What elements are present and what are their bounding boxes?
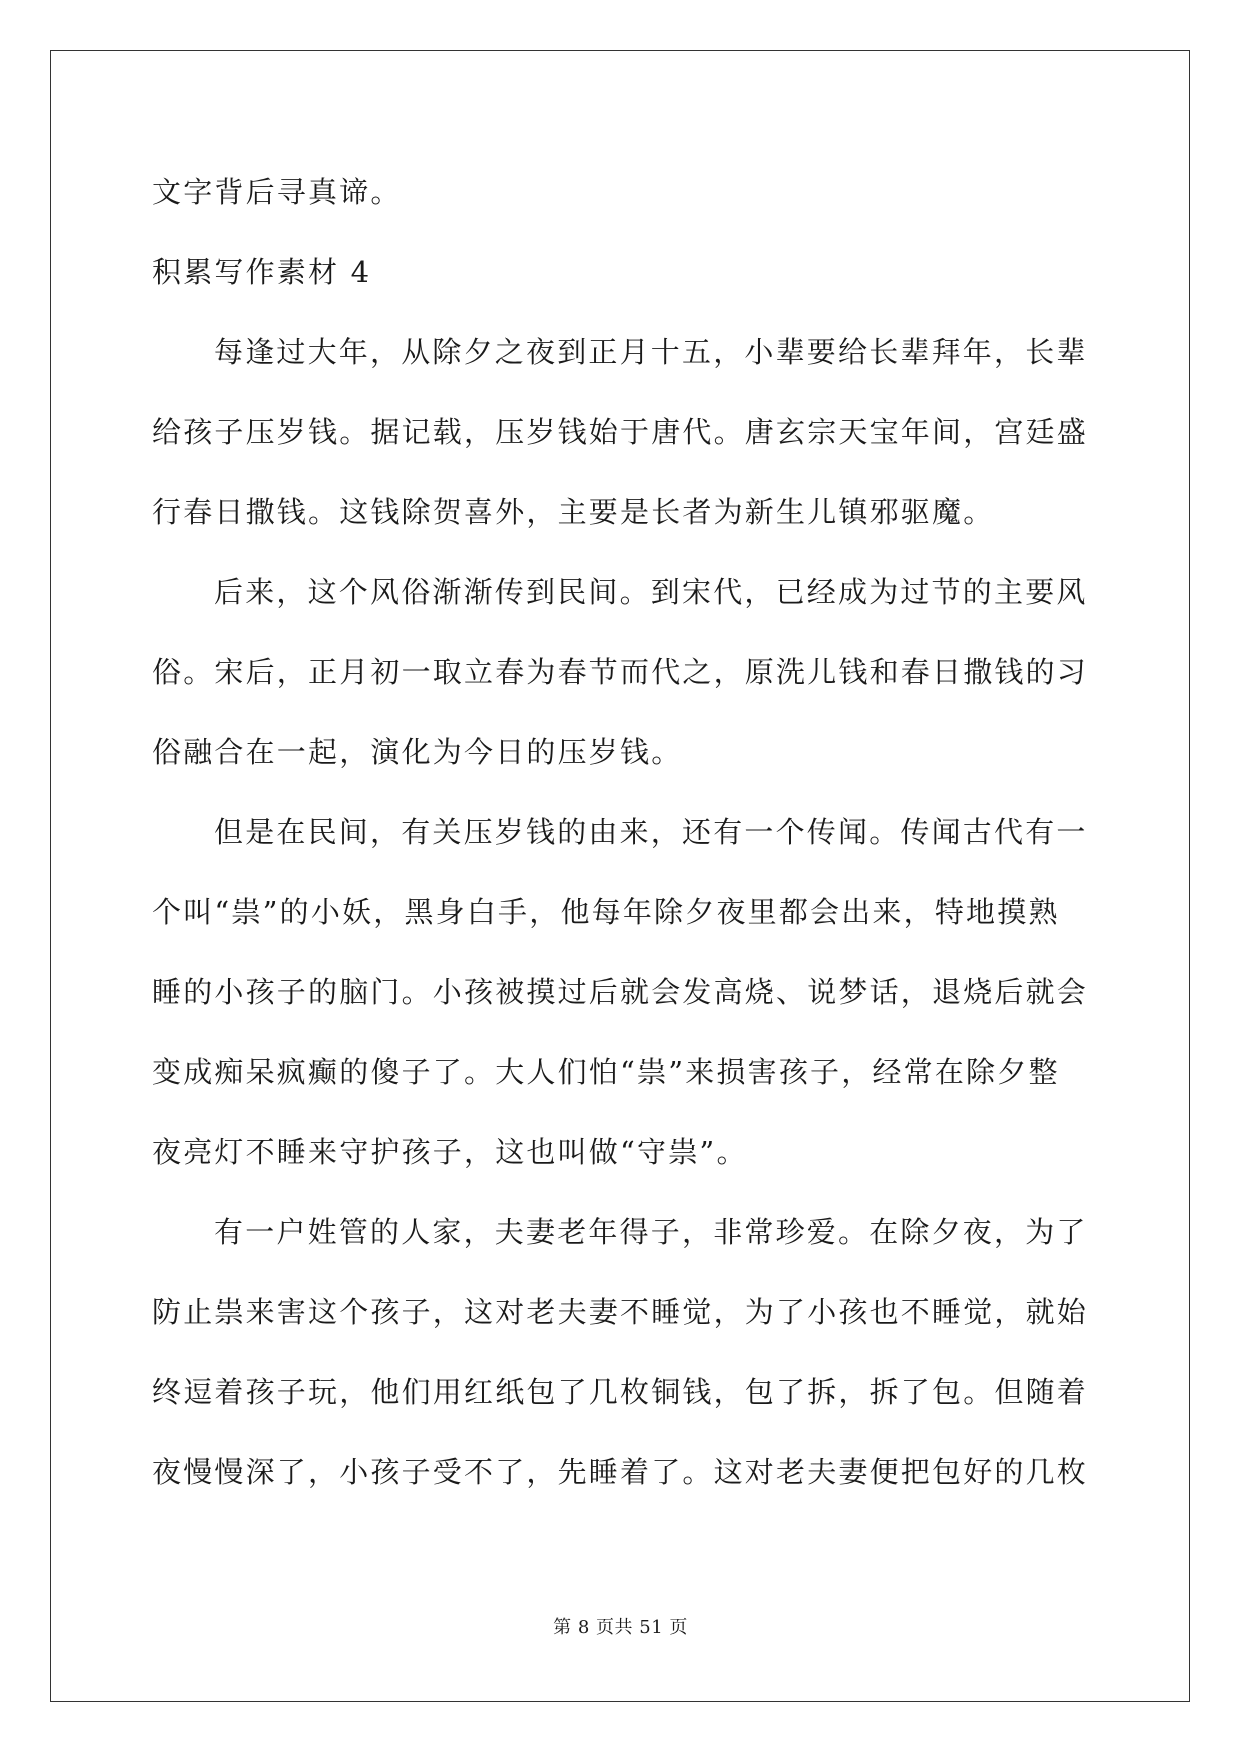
page-total: 共 51 页 (614, 1617, 688, 1638)
page-footer (0, 1616, 1241, 1640)
paragraph-3-line-2: 个叫“祟”的小妖，黑身白手，他每年除夕夜里都会出来，特地摸熟 (152, 895, 1060, 929)
paragraph-1-line-1: 每逢过大年，从除夕之夜到正月十五，小辈要给长辈拜年，长辈 (214, 335, 1088, 369)
paragraph-4-line-4: 夜慢慢深了，小孩子受不了，先睡着了。这对老夫妻便把包好的几枚 (152, 1455, 1089, 1489)
paragraph-2-line-1: 后来，这个风俗渐渐传到民间。到宋代，已经成为过节的主要风 (214, 575, 1088, 609)
paragraph-1-line-3: 行春日撒钱。这钱除贺喜外，主要是长者为新生儿镇邪驱魔。 (152, 495, 995, 529)
paragraph-3-line-4: 变成痴呆疯癫的傻子了。大人们怕“祟”来损害孩子，经常在除夕整 (152, 1055, 1060, 1089)
paragraph-2-line-3: 俗融合在一起，演化为今日的压岁钱。 (152, 735, 683, 769)
paragraph-1-line-2: 给孩子压岁钱。据记载，压岁钱始于唐代。唐玄宗天宝年间，宫廷盛 (152, 415, 1089, 449)
paragraph-4-line-3: 终逗着孩子玩，他们用红纸包了几枚铜钱，包了拆，拆了包。但随着 (152, 1375, 1089, 1409)
paragraph-3-line-1: 但是在民间，有关压岁钱的由来，还有一个传闻。传闻古代有一 (214, 815, 1088, 849)
text-line-1: 文字背后寻真谛。 (152, 175, 402, 209)
paragraph-4-line-2: 防止祟来害这个孩子，这对老夫妻不睡觉，为了小孩也不睡觉，就始 (152, 1295, 1089, 1329)
paragraph-3-line-3: 睡的小孩子的脑门。小孩被摸过后就会发高烧、说梦话，退烧后就会 (152, 975, 1089, 1009)
paragraph-4-line-1: 有一户姓管的人家，夫妻老年得子，非常珍爱。在除夕夜，为了 (214, 1215, 1088, 1249)
page-number: 第 8 页 (553, 1617, 615, 1638)
paragraph-3-line-5: 夜亮灯不睡来守护孩子，这也叫做“守祟”。 (152, 1135, 748, 1169)
section-heading: 积累写作素材 4 (152, 255, 372, 289)
paragraph-2-line-2: 俗。宋后，正月初一取立春为春节而代之，原洗儿钱和春日撒钱的习 (152, 655, 1089, 689)
